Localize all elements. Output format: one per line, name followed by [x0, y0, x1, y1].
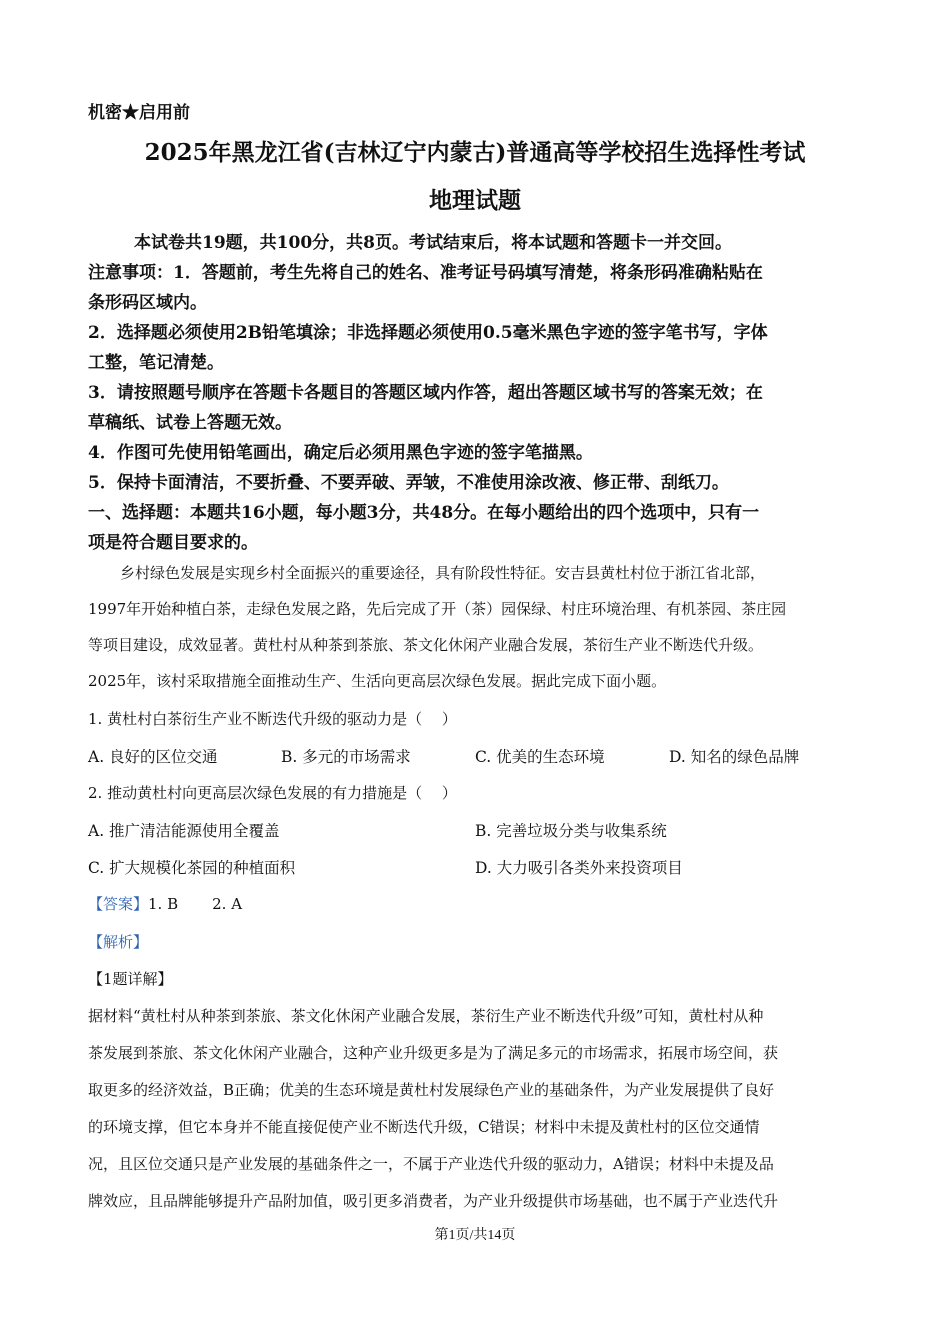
explanation-line: 茶发展到茶旅、茶文化休闲产业融合，这种产业升级更多是为了满足多元的市场需求，拓展市场空间，获: [88, 1044, 779, 1062]
analysis-label: 【解析】: [88, 933, 149, 951]
explanation-line: 取更多的经济效益，B正确；优美的生态环境是黄杜村发展绿色产业的基础条件，为产业发展提供了良好: [88, 1081, 775, 1099]
question-2-option-c: C. 扩大规模化茶园的种植面积: [88, 859, 296, 877]
explanation-line: 况，且区位交通只是产业发展的基础条件之一，不属于产业迭代升级的驱动力，A错误；材料中未提及品: [88, 1155, 774, 1173]
question-1-option-b: B. 多元的市场需求: [281, 748, 411, 766]
explanation-line: 牌效应，且品牌能够提升产品附加值，吸引更多消费者，为产业升级提供市场基础，也不属于产业迭代升: [88, 1192, 779, 1210]
note-line: 条形码区域内。: [88, 293, 207, 313]
exam-title: 2025年黑龙江省(吉林辽宁内蒙古)普通高等学校招生选择性考试: [144, 139, 806, 166]
question-2-option-d: D. 大力吸引各类外来投资项目: [475, 859, 683, 877]
intro-line: 本试卷共19题，共100分，共8页。考试结束后，将本试题和答题卡一并交回。: [134, 233, 732, 253]
note-line: 5．保持卡面清洁，不要折叠、不要弄破、弄皱，不准使用涂改液、修正带、刮纸刀。: [88, 473, 729, 493]
material-line: 乡村绿色发展是实现乡村全面振兴的重要途径，具有阶段性特征。安吉县黄杜村位于浙江省北部，: [120, 564, 766, 582]
page-number: 第1页/共14页: [434, 1228, 516, 1243]
note-line: 注意事项：1．答题前，考生先将自己的姓名、准考证号码填写清楚，将条形码准确粘贴在: [88, 263, 763, 283]
explanation-line: 的环境支撑，但它本身并不能直接促使产业不断迭代升级，C错误；材料中未提及黄杜村的区位交通情: [88, 1118, 760, 1136]
confidential-mark: 机密★启用前: [88, 103, 190, 123]
question-2-stem: 2. 推动黄杜村向更高层次绿色发展的有力措施是（ ）: [88, 784, 457, 802]
section-heading: 一、选择题：本题共16小题，每小题3分，共48分。在每小题给出的四个选项中，只有一: [88, 503, 760, 523]
material-line: 2025年，该村采取措施全面推动生产、生活向更高层次绿色发展。据此完成下面小题。: [88, 672, 667, 690]
question-1-option-a: A. 良好的区位交通: [88, 748, 218, 766]
note-line: 2．选择题必须使用2B铅笔填涂；非选择题必须使用0.5毫米黑色字迹的签字笔书写，字体: [88, 323, 768, 343]
question-1-option-d: D. 知名的绿色品牌: [669, 748, 800, 766]
note-line: 4．作图可先使用铅笔画出，确定后必须用黑色字迹的签字笔描黑。: [88, 443, 593, 463]
note-line: 工整，笔记清楚。: [88, 353, 224, 373]
question-2-option-a: A. 推广清洁能源使用全覆盖: [88, 822, 280, 840]
note-line: 3．请按照题号顺序在答题卡各题目的答题区域内作答，超出答题区域书写的答案无效；在: [88, 383, 763, 403]
section-heading: 项是符合题目要求的。: [88, 533, 258, 553]
detail-label: 【1题详解】: [88, 970, 173, 988]
answer-2: 2. A: [212, 895, 243, 913]
answer-label: 【答案】: [88, 895, 149, 913]
answer-line: [88, 893, 868, 914]
material-line: 1997年开始种植白茶，走绿色发展之路，先后完成了开（茶）园保绿、村庄环境治理、有机茶园、茶庄园: [88, 600, 787, 618]
question-1-option-c: C. 优美的生态环境: [475, 748, 605, 766]
material-line: 等项目建设，成效显著。黄杜村从种茶到茶旅、茶文化休闲产业融合发展，茶衍生产业不断迭代升级。: [88, 636, 764, 654]
explanation-line: 据材料“黄杜村从种茶到茶旅、茶文化休闲产业融合发展，茶衍生产业不断迭代升级”可知，黄杜村从种: [88, 1007, 764, 1025]
question-2-option-b: B. 完善垃圾分类与收集系统: [475, 822, 667, 840]
question-1-stem: 1. 黄杜村白茶衍生产业不断迭代升级的驱动力是（ ）: [88, 710, 457, 728]
note-line: 草稿纸、试卷上答题无效。: [88, 413, 292, 433]
answer-1: 1. B: [148, 895, 179, 913]
exam-subject-title: 地理试题: [429, 187, 521, 214]
